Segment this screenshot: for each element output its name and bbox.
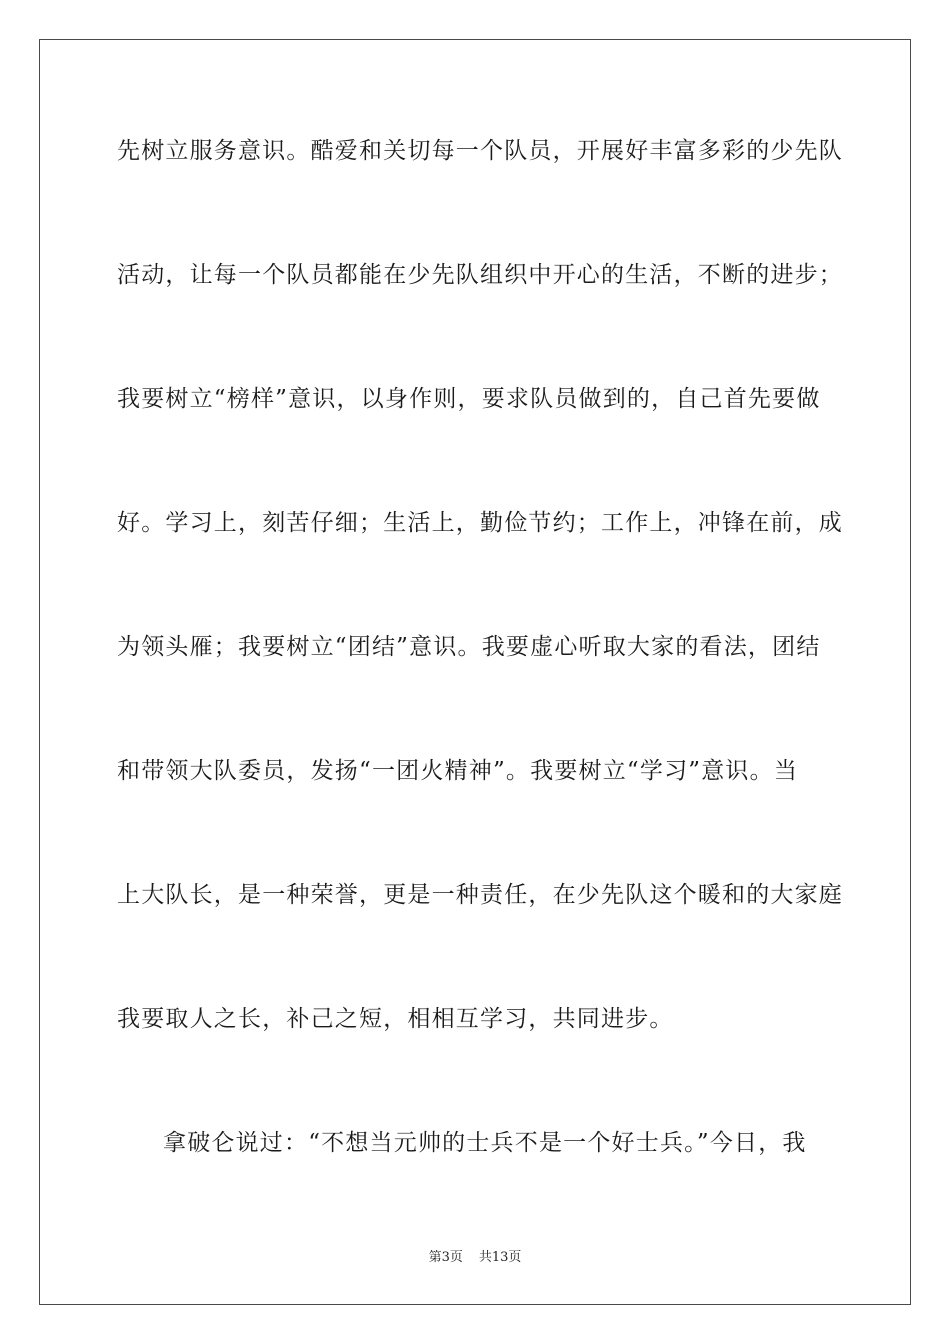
- total-pages: 共13页: [478, 1250, 522, 1265]
- page-footer: [0, 1246, 950, 1265]
- text-line: 先树立服务意识。酷爱和关切每一个队员，开展好丰富多彩的少先队: [117, 138, 843, 164]
- text-line: 我要树立“榜样”意识，以身作则，要求队员做到的，自己首先要做: [117, 386, 821, 412]
- page-number: 第3页: [428, 1250, 463, 1265]
- text-line: 为领头雁；我要树立“团结”意识。我要虚心听取大家的看法，团结: [117, 634, 821, 660]
- text-line: 我要取人之长，补己之短，相相互学习，共同进步。: [117, 1006, 674, 1032]
- text-line: 上大队长，是一种荣誉，更是一种责任，在少先队这个暖和的大家庭: [117, 882, 843, 908]
- document-body: [117, 131, 843, 1247]
- text-line: 好。学习上，刻苦仔细；生活上，勤俭节约；工作上，冲锋在前，成: [117, 510, 843, 536]
- text-line: 和带领大队委员，发扬“一团火精神”。我要树立“学习”意识。当: [117, 758, 799, 784]
- paragraph-start-line: 拿破仑说过：“不想当元帅的士兵不是一个好士兵。”今日，我: [163, 1130, 807, 1156]
- text-line: 活动，让每一个队员都能在少先队组织中开心的生活，不断的进步；: [117, 262, 843, 288]
